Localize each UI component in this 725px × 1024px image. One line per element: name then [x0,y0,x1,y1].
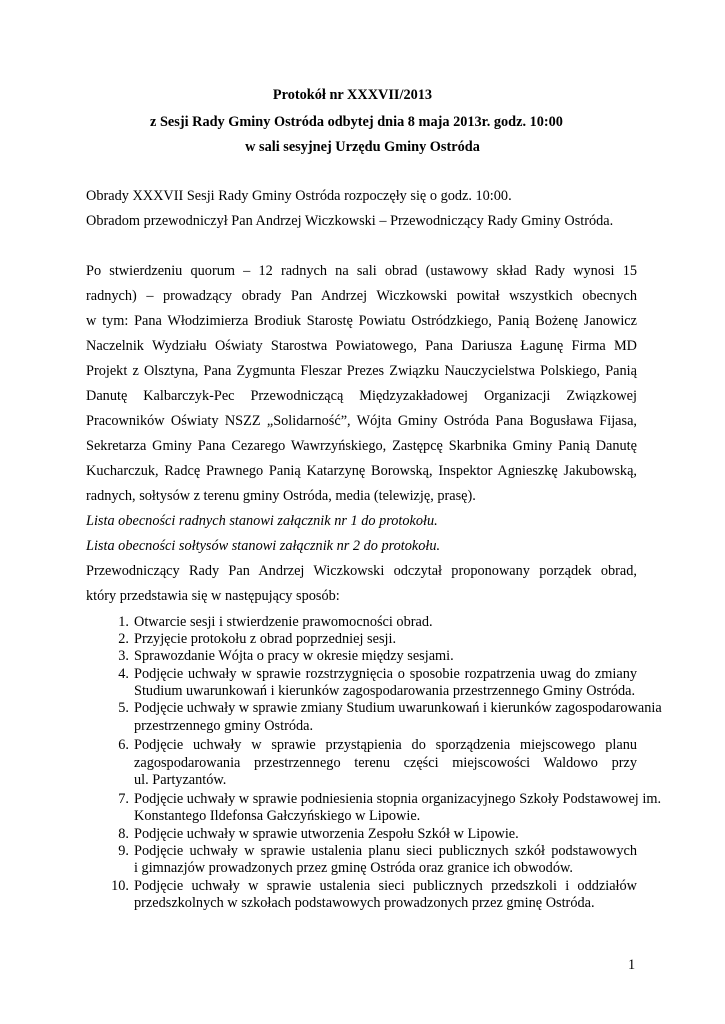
paragraph-line: radnych) – prowadzący obrady Pan Andrzej Wiczkowski powitał wszystkich obecnych [86,288,637,304]
agenda-text: Podjęcie uchwały w sprawie ustalenia planu sieci publicznych szkół podstawowych [134,843,637,859]
session-heading: z Sesji Rady Gminy Ostróda odbytej dnia 8 maja 2013r. godz. 10:00 [150,114,563,130]
agenda-text: Sprawozdanie Wójta o pracy w okresie między sesjami. [134,648,454,664]
page-number: 1 [628,957,636,973]
paragraph-line: Danutę Kalbarczyk-Pec Przewodniczącą Międzyzakładowej Organizacji Związkowej [86,388,637,404]
agenda-text: Podjęcie uchwały w sprawie rozstrzygnięcia o sposobie rozpatrzenia uwag do zmiany [134,666,637,682]
agenda-text: przedszkolnych w szkołach podstawowych prowadzonych przez gminę Ostróda. [134,895,595,911]
agenda-number: 2. [118,631,129,647]
agenda-text: Przyjęcie protokołu z obrad poprzedniej sesji. [134,631,397,647]
agenda-text: Konstantego Ildefonsa Gałczyńskiego w Lipowie. [134,808,421,824]
agenda-number: 4. [118,666,129,682]
agenda-text: Studium uwarunkowań i kierunków zagospodarowania przestrzennego Gminy Ostróda. [134,683,636,699]
agenda-text: Podjęcie uchwały w sprawie przystąpienia do sporządzenia miejscowego planu [134,737,637,753]
agenda-number: 5. [118,700,129,716]
attachment-note: Lista obecności sołtysów stanowi załącznik nr 2 do protokołu. [86,538,441,554]
paragraph-line: Sekretarza Gminy Pana Cezarego Wawrzyńskiego, Zastępcę Skarbnika Gminy Panią Danutę [86,438,637,454]
attachment-note: Lista obecności radnych stanowi załącznik nr 1 do protokołu. [86,513,438,529]
agenda-number: 1. [118,614,129,630]
paragraph-line: w tym: Pana Włodzimierza Brodiuk Starostę Powiatu Ostródzkiego, Panią Bożenę Janowicz [86,313,637,329]
agenda-text: przestrzennego gminy Ostróda. [134,718,314,734]
paragraph-line: Kucharczuk, Radcę Prawnego Panią Katarzynę Borowską, Inspektor Agnieszkę Jakubowską, [86,463,637,479]
agenda-number: 10. [111,878,129,894]
agenda-number: 8. [118,826,129,842]
agenda-text: Podjęcie uchwały w sprawie utworzenia Zespołu Szkół w Lipowie. [134,826,519,842]
agenda-text: Podjęcie uchwały w sprawie zmiany Studium uwarunkowań i kierunków zagospodarowania [134,700,662,716]
agenda-number: 7. [118,791,129,807]
agenda-text: zagospodarowania przestrzennego terenu części miejscowości Waldowo przy [134,755,637,771]
session-location: w sali sesyjnej Urzędu Gminy Ostróda [245,139,480,155]
intro-line: Obradom przewodniczył Pan Andrzej Wiczkowski – Przewodniczący Rady Gminy Ostróda. [86,213,614,229]
document-title: Protokół nr XXXVII/2013 [272,87,433,103]
agenda-intro-line: Przewodniczący Rady Pan Andrzej Wiczkowski odczytał proponowany porządek obrad, [86,563,637,579]
agenda-text: Podjęcie uchwały w sprawie podniesienia stopnia organizacyjnego Szkoły Podstawowej im. [134,791,662,807]
paragraph-line: Pracowników Oświaty NSZZ „Solidarność”, Wójta Gminy Ostróda Pana Bogusława Fijasa, [86,413,637,429]
agenda-text: Otwarcie sesji i stwierdzenie prawomocności obrad. [134,614,433,630]
agenda-number: 9. [118,843,129,859]
paragraph-line: Naczelnik Wydziału Oświaty Starostwa Powiatowego, Pana Dariusza Łagunę Firma MD [86,338,637,354]
paragraph-line: Projekt z Olsztyna, Pana Zygmunta Fleszar Prezes Związku Nauczycielstwa Polskiego, Panią [86,363,637,379]
agenda-intro-line: który przedstawia się w następujący sposób: [86,588,340,604]
agenda-text: Podjęcie uchwały w sprawie ustalenia sieci publicznych przedszkoli i oddziałów [134,878,637,894]
agenda-number: 3. [118,648,129,664]
paragraph-line: Po stwierdzeniu quorum – 12 radnych na sali obrad (ustawowy skład Rady wynosi 15 [86,263,637,279]
paragraph-line: radnych, sołtysów z terenu gminy Ostróda, media (telewizję, prasę). [86,488,476,504]
agenda-text: i gimnazjów prowadzonych przez gminę Ostróda oraz granice ich obwodów. [134,860,573,876]
agenda-text: ul. Partyzantów. [134,772,227,788]
intro-line: Obrady XXXVII Sesji Rady Gminy Ostróda rozpoczęły się o godz. 10:00. [86,188,512,204]
agenda-number: 6. [118,737,129,753]
